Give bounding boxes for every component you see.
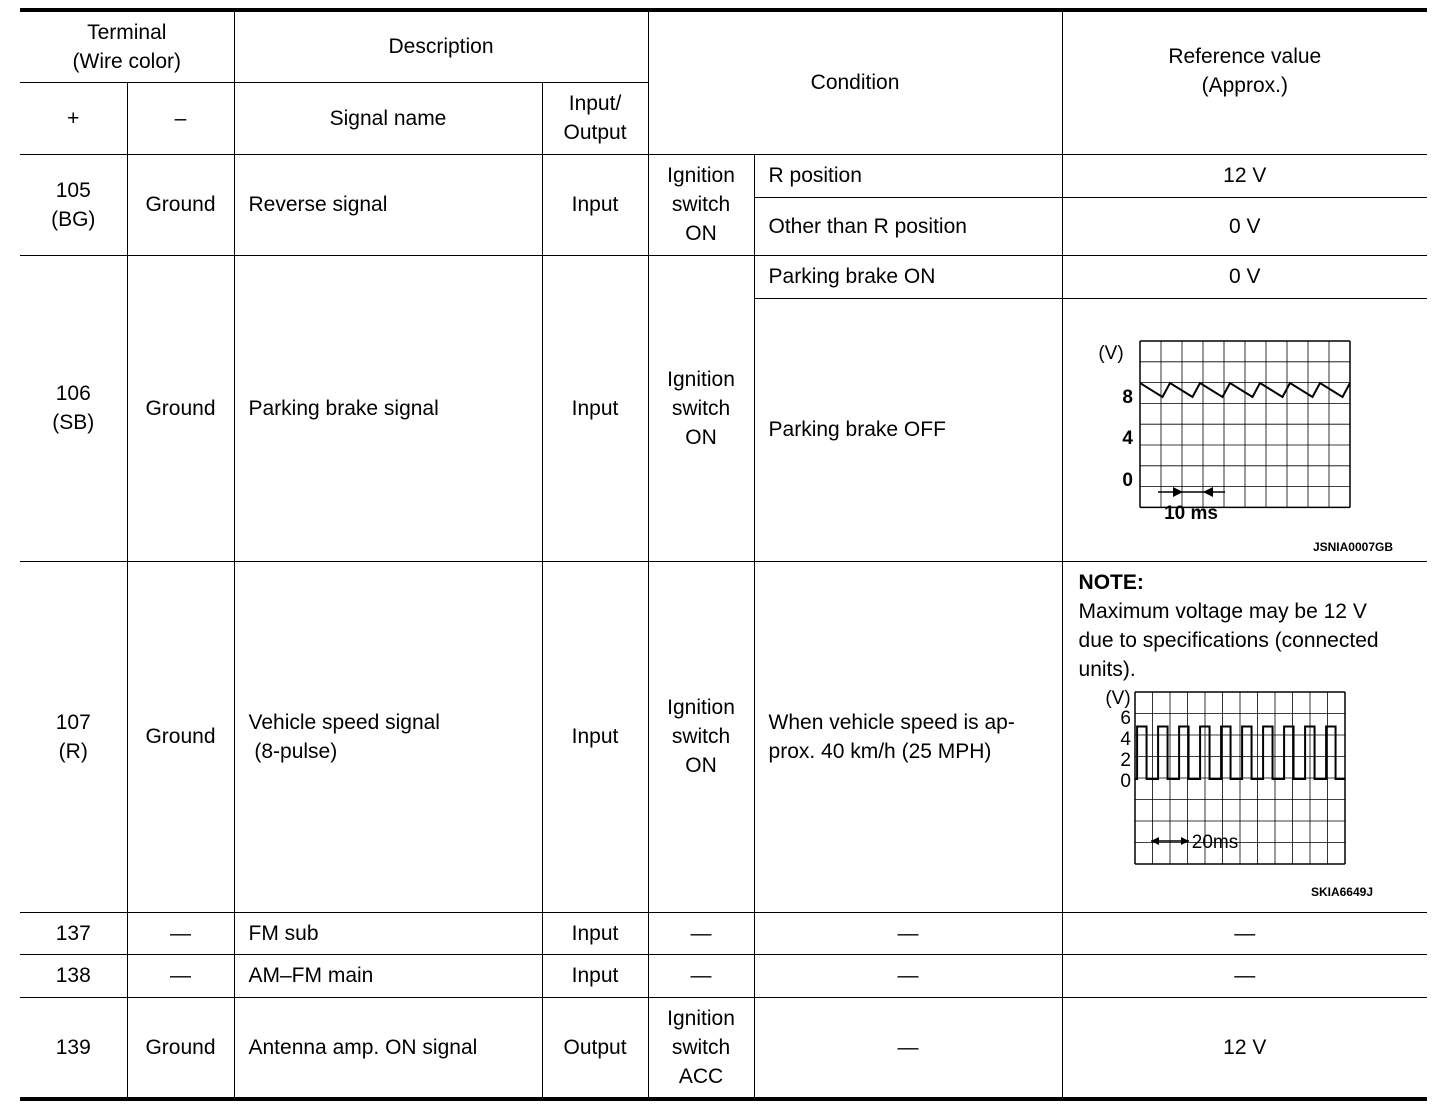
waveform-unit: (V) — [1104, 687, 1131, 709]
figure-id: SKIA6649J — [1310, 884, 1373, 899]
ignition-label: Ignition — [667, 367, 735, 391]
table-row — [20, 255, 1427, 298]
terminal-cell: 138 — [20, 954, 127, 997]
condition-text: prox. 40 km/h (25 MPH) — [768, 739, 992, 763]
reference-waveform-cell — [1062, 561, 1427, 912]
ignition-label: Ignition — [667, 696, 735, 719]
terminal-number: 107 — [55, 710, 91, 734]
reference-cell: 0 V — [1062, 197, 1427, 255]
switch-state: ON — [685, 425, 717, 449]
input-output-label: Input/ — [568, 92, 622, 115]
terminal-cell: 139 — [20, 997, 127, 1099]
minus-header: – — [127, 82, 234, 154]
ground-cell: — — [127, 954, 234, 997]
reference-cell: — — [1062, 954, 1427, 997]
note-text: due to specifications (connected — [1078, 628, 1379, 652]
figure-id: JSNIA0007GB — [1312, 539, 1393, 554]
wire-color: (R) — [58, 739, 88, 763]
signal-name-cell: Reverse signal — [234, 154, 542, 255]
signal-name-cell: Parking brake signal — [234, 255, 542, 561]
terminal-cell — [20, 154, 127, 255]
waveform-unit: (V) — [1097, 342, 1124, 364]
io-cell: Input — [542, 954, 648, 997]
input-output-label: Output — [563, 121, 627, 144]
reference-value-label: Reference value — [1168, 44, 1322, 68]
switch-state: ON — [685, 754, 717, 777]
ignition-label: Ignition — [667, 164, 735, 187]
switch-label: switch — [671, 1035, 731, 1059]
switch-state: ON — [685, 222, 717, 245]
y-tick-label: 0 — [1121, 469, 1133, 491]
condition-cell: — — [754, 954, 1062, 997]
table-row — [20, 912, 1427, 954]
signal-name-cell: Antenna amp. ON signal — [234, 997, 542, 1099]
io-cell: Input — [542, 561, 648, 912]
approx-label: (Approx.) — [1201, 73, 1288, 97]
y-tick-label: 0 — [1119, 770, 1131, 792]
terminal-label: Terminal — [87, 20, 167, 44]
signal-name-cell: AM–FM main — [234, 954, 542, 997]
table-row — [20, 954, 1427, 997]
ground-cell: — — [127, 912, 234, 954]
ignition-cell: — — [648, 954, 754, 997]
y-tick-label: 4 — [1121, 427, 1133, 449]
reference-cell: 12 V — [1062, 997, 1427, 1099]
input-output-header — [542, 82, 648, 154]
signal-name: Vehicle speed signal — [248, 710, 440, 734]
table-row — [20, 997, 1427, 1099]
time-scale-label: 20ms — [1191, 831, 1238, 853]
terminal-number: 105 — [55, 178, 91, 202]
ground-cell: Ground — [127, 255, 234, 561]
signal-name-cell: FM sub — [234, 912, 542, 954]
vehicle-speed-waveform — [1063, 684, 1428, 902]
ground-cell: Ground — [127, 997, 234, 1099]
io-cell: Input — [542, 154, 648, 255]
plus-header: + — [20, 82, 127, 154]
terminal-spec-table — [20, 8, 1427, 1101]
condition-cell: R position — [754, 154, 1062, 197]
condition-header: Condition — [648, 10, 1062, 154]
terminal-number: 106 — [55, 382, 91, 405]
io-cell: Input — [542, 255, 648, 561]
switch-label: switch — [671, 725, 731, 748]
description-header: Description — [234, 10, 648, 82]
note-title: NOTE: — [1078, 570, 1144, 594]
reference-cell: — — [1062, 912, 1427, 954]
condition-cell: — — [754, 997, 1062, 1099]
ignition-cell — [648, 561, 754, 912]
reference-value-header — [1062, 10, 1427, 154]
waveform-grid — [1140, 341, 1350, 507]
io-cell: Input — [542, 912, 648, 954]
time-scale-marker — [1158, 487, 1225, 497]
wire-color: (BG) — [51, 207, 96, 231]
note-text: Maximum voltage may be 12 V — [1078, 599, 1367, 623]
reference-waveform-cell — [1062, 298, 1427, 561]
condition-text: When vehicle speed is ap- — [768, 710, 1015, 734]
ignition-cell — [648, 255, 754, 561]
switch-label: switch — [671, 396, 731, 420]
condition-cell: Parking brake OFF — [754, 298, 1062, 561]
reference-cell: 0 V — [1062, 255, 1427, 298]
switch-label: switch — [671, 193, 731, 216]
terminal-cell — [20, 561, 127, 912]
condition-cell: — — [754, 912, 1062, 954]
terminal-cell — [20, 255, 127, 561]
terminal-header — [20, 10, 234, 82]
ground-cell: Ground — [127, 561, 234, 912]
reference-cell: 12 V — [1062, 154, 1427, 197]
ground-cell: Ground — [127, 154, 234, 255]
condition-cell: Parking brake ON — [754, 255, 1062, 298]
y-tick-label: 8 — [1121, 386, 1133, 408]
ignition-cell — [648, 154, 754, 255]
note-text: units). — [1078, 657, 1136, 681]
signal-name-detail: (8-pulse) — [254, 739, 338, 763]
signal-name-header: Signal name — [234, 82, 542, 154]
ignition-cell — [648, 997, 754, 1099]
condition-cell: Other than R position — [754, 197, 1062, 255]
header-row — [20, 10, 1427, 82]
io-cell: Output — [542, 997, 648, 1099]
ignition-label: Ignition — [667, 1006, 735, 1030]
wire-color: (SB) — [52, 411, 95, 434]
switch-state: ACC — [678, 1064, 724, 1088]
ignition-cell: — — [648, 912, 754, 954]
y-tick-label: 4 — [1119, 728, 1131, 750]
wire-color-label: (Wire color) — [72, 49, 181, 73]
terminal-cell: 137 — [20, 912, 127, 954]
condition-cell — [754, 561, 1062, 912]
y-tick-label: 2 — [1119, 749, 1131, 771]
parking-brake-waveform — [1063, 299, 1428, 561]
signal-name-cell — [234, 561, 542, 912]
time-scale-label: 10 ms — [1163, 502, 1218, 524]
table-row — [20, 561, 1427, 912]
y-tick-label: 6 — [1119, 707, 1131, 729]
note-block — [1063, 562, 1428, 684]
table-row — [20, 154, 1427, 197]
